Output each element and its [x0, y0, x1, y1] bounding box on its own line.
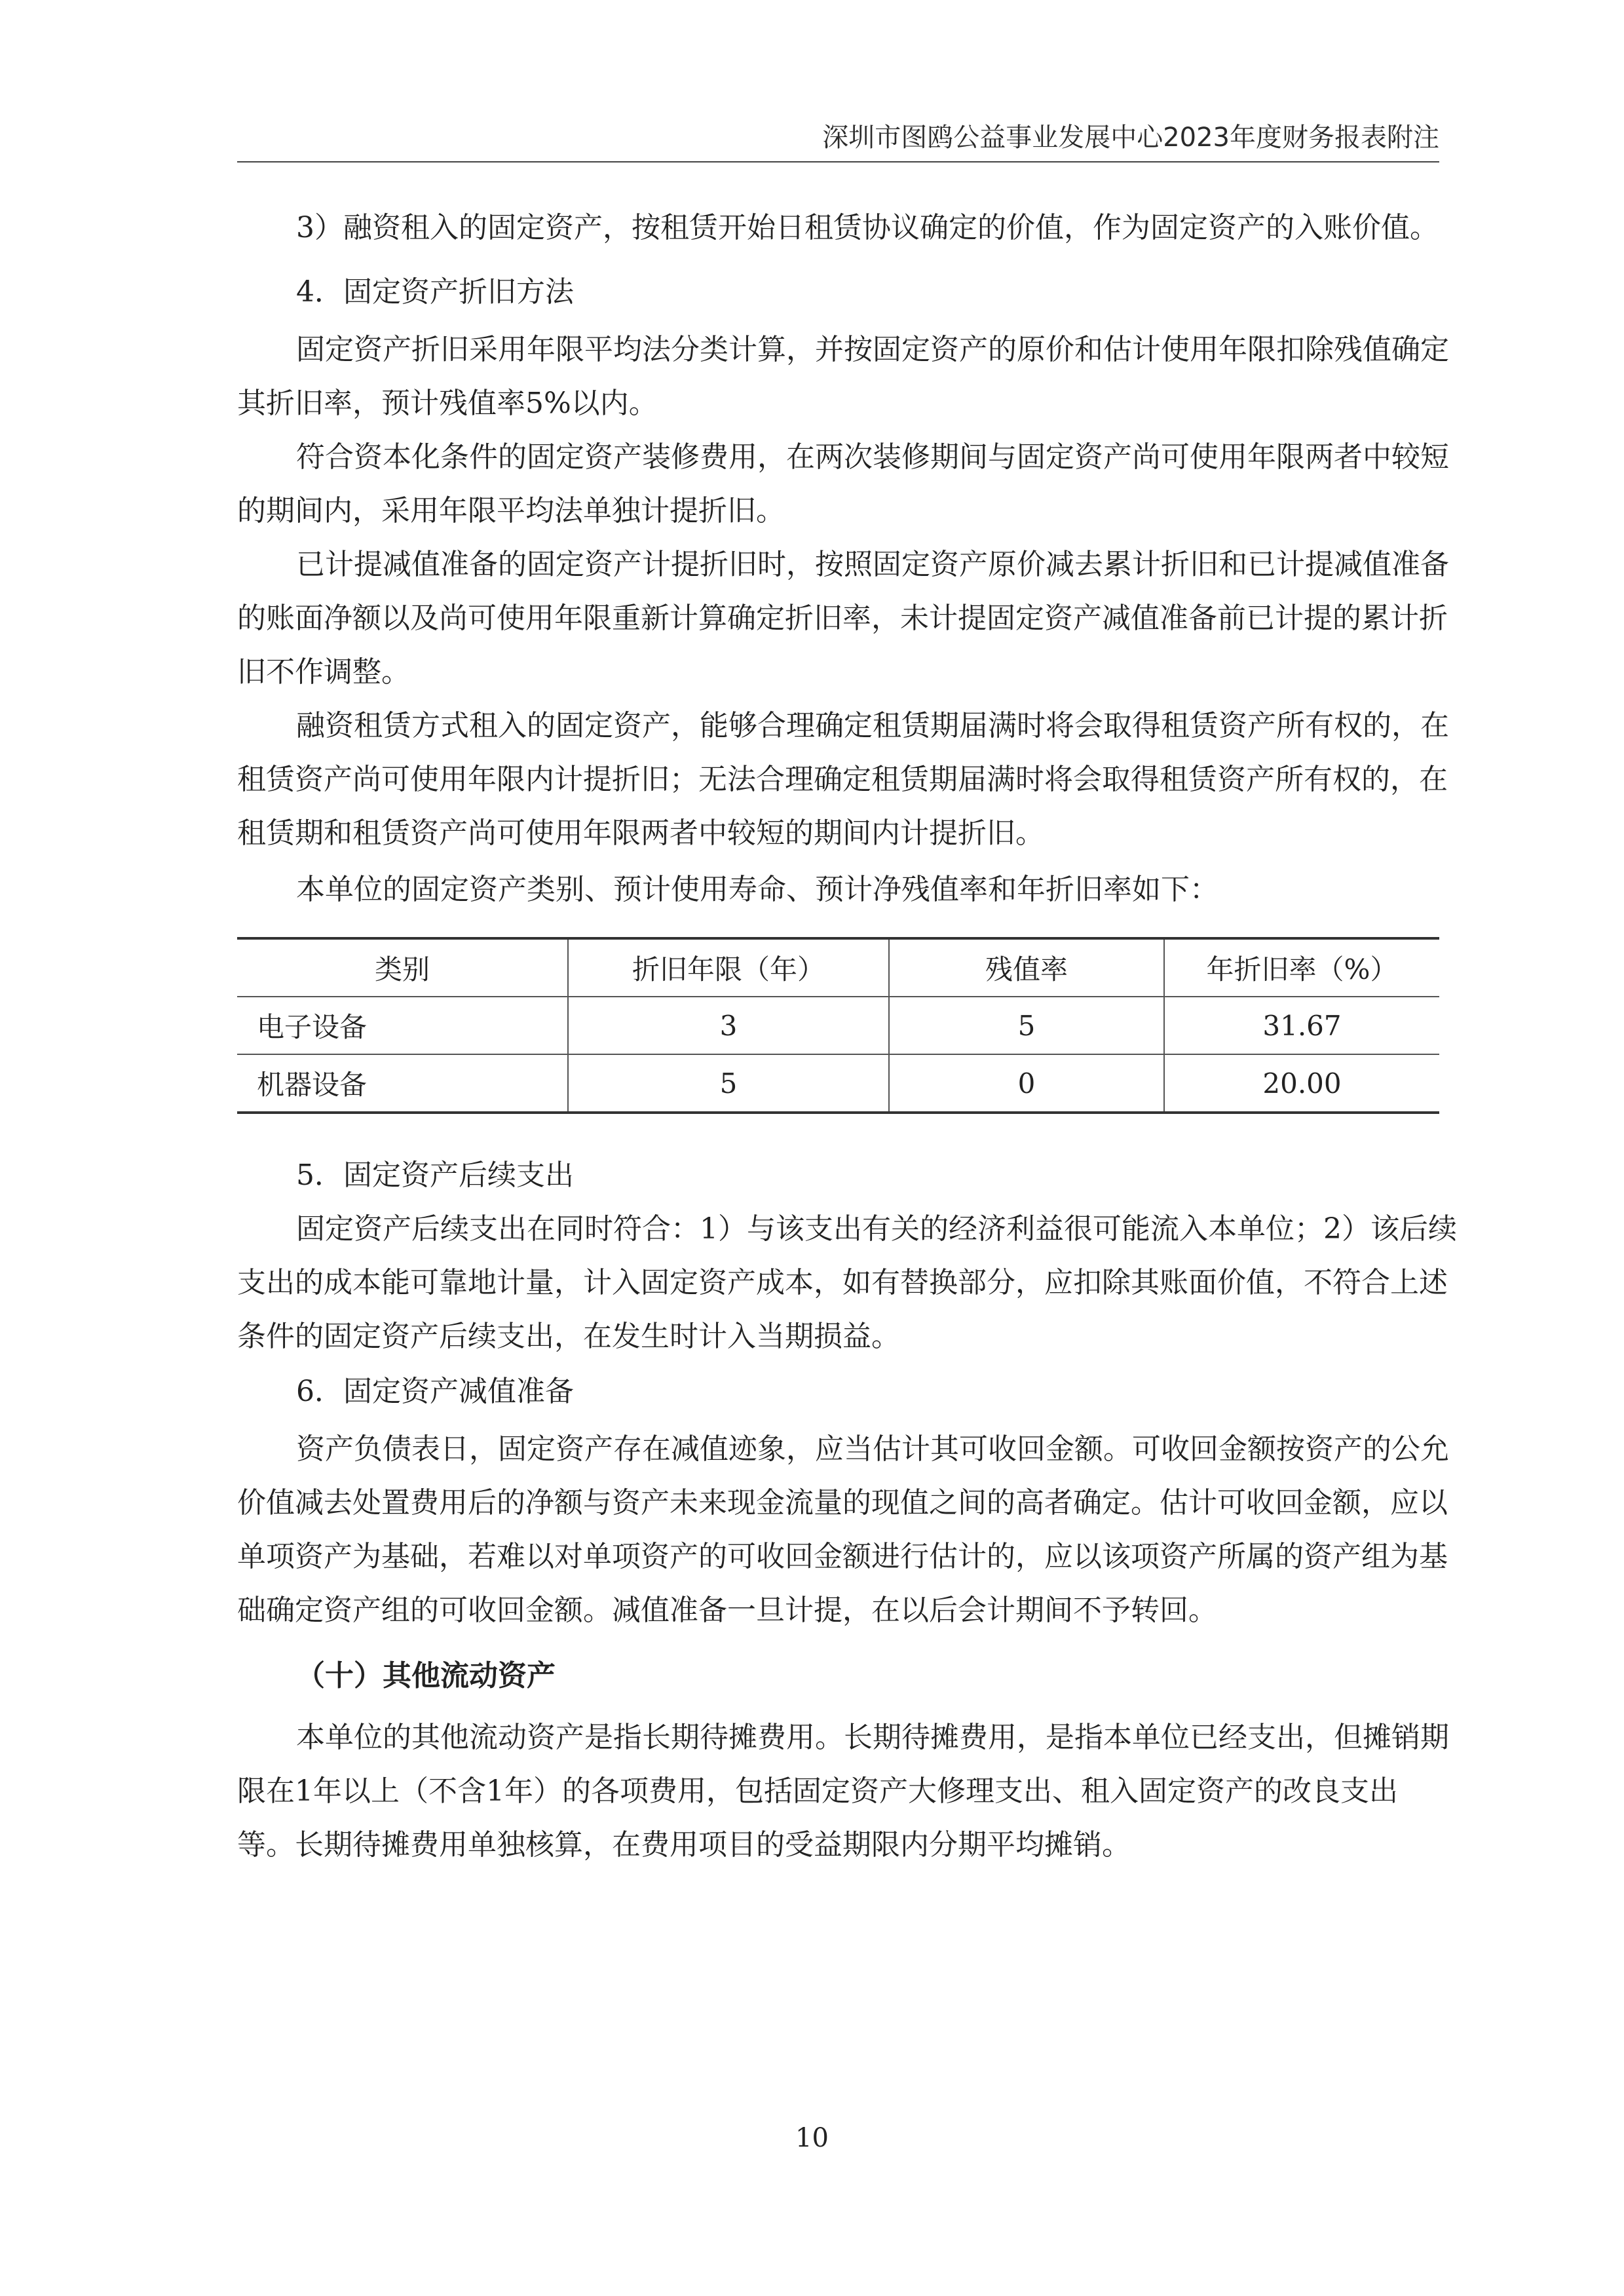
paragraph-line: 限在1年以上（不含1年）的各项费用，包括固定资产大修理支出、租入固定资产的改良支出 [237, 1774, 1398, 1808]
section-heading: 4．固定资产折旧方法 [296, 275, 574, 309]
table-cell: 31.67 [1164, 997, 1439, 1054]
paragraph-line: 其折旧率，预计残值率5%以内。 [237, 387, 658, 420]
paragraph-line: 租赁期和租赁资产尚可使用年限两者中较短的期间内计提折旧。 [237, 816, 1044, 850]
table-cell: 5 [568, 1054, 889, 1113]
paragraph-line: 的账面净额以及尚可使用年限重新计算确定折旧率，未计提固定资产减值准备前已计提的累计折 [237, 602, 1448, 635]
table-row [237, 997, 1439, 1054]
table-cell: 0 [889, 1054, 1164, 1113]
table-header-cell: 残值率 [889, 938, 1164, 997]
paragraph-line: 资产负债表日，固定资产存在减值迹象，应当估计其可收回金额。可收回金额按资产的公允 [296, 1432, 1449, 1466]
paragraph-line: 单项资产为基础，若难以对单项资产的可收回金额进行估计的，应以该项资产所属的资产组为基 [237, 1540, 1448, 1573]
section-heading: （十）其他流动资产 [296, 1659, 556, 1693]
paragraph-line: 融资租赁方式租入的固定资产，能够合理确定租赁期届满时将会取得租赁资产所有权的，在 [296, 709, 1449, 742]
paragraph-line: 3）融资租入的固定资产，按租赁开始日租赁协议确定的价值，作为固定资产的入账价值。 [296, 211, 1439, 244]
section-heading: 6．固定资产减值准备 [296, 1375, 574, 1408]
paragraph-line: 价值减去处置费用后的净额与资产未来现金流量的现值之间的高者确定。估计可收回金额，应以 [237, 1486, 1448, 1520]
table-header-cell: 类别 [237, 938, 568, 997]
page-number: 10 [795, 2123, 829, 2153]
table-row [237, 1054, 1439, 1113]
paragraph-line: 支出的成本能可靠地计量，计入固定资产成本，如有替换部分，应扣除其账面价值，不符合上述 [237, 1266, 1448, 1299]
section-heading: 5．固定资产后续支出 [296, 1158, 574, 1192]
table-cell: 5 [889, 997, 1164, 1054]
table-cell: 电子设备 [237, 997, 568, 1054]
paragraph-line: 已计提减值准备的固定资产计提折旧时，按照固定资产原价减去累计折旧和已计提减值准备 [296, 548, 1449, 581]
paragraph-line: 础确定资产组的可收回金额。减值准备一旦计提，在以后会计期间不予转回。 [237, 1594, 1217, 1627]
table-cell: 机器设备 [237, 1054, 568, 1113]
table-header-row [237, 938, 1439, 997]
paragraph-line: 租赁资产尚可使用年限内计提折旧；无法合理确定租赁期届满时将会取得租赁资产所有权的，在 [237, 763, 1448, 796]
paragraph-line: 本单位的其他流动资产是指长期待摊费用。长期待摊费用，是指本单位已经支出，但摊销期 [296, 1721, 1449, 1754]
document-header-title: 深圳市图鸥公益事业发展中心2023年度财务报表附注 [822, 123, 1439, 153]
paragraph-line: 固定资产折旧采用年限平均法分类计算，并按固定资产的原价和估计使用年限扣除残值确定 [296, 333, 1449, 366]
paragraph-line: 本单位的固定资产类别、预计使用寿命、预计净残值率和年折旧率如下： [296, 873, 1218, 906]
table-cell: 20.00 [1164, 1054, 1439, 1113]
paragraph-line: 等。长期待摊费用单独核算，在费用项目的受益期限内分期平均摊销。 [237, 1828, 1131, 1862]
paragraph-line: 的期间内，采用年限平均法单独计提折旧。 [237, 494, 785, 527]
table-cell: 3 [568, 997, 889, 1054]
paragraph-line: 条件的固定资产后续支出，在发生时计入当期损益。 [237, 1320, 900, 1353]
paragraph-line: 符合资本化条件的固定资产装修费用，在两次装修期间与固定资产尚可使用年限两者中较短 [296, 440, 1449, 474]
depreciation-table [237, 937, 1439, 1114]
header-divider [237, 161, 1439, 163]
paragraph-line: 固定资产后续支出在同时符合：1）与该支出有关的经济利益很可能流入本单位；2）该后续 [296, 1212, 1457, 1246]
paragraph-line: 旧不作调整。 [237, 655, 410, 689]
table-header-cell: 折旧年限（年） [568, 938, 889, 997]
table-header-cell: 年折旧率（%） [1164, 938, 1439, 997]
